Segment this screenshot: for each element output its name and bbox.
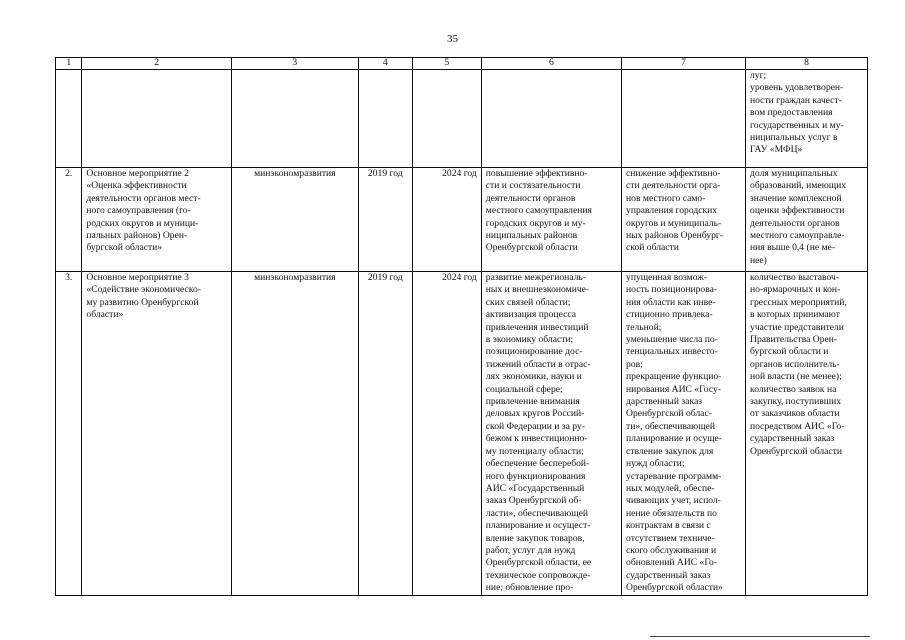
text-line: позиционирование дос- bbox=[485, 346, 583, 358]
text-line: нение обязательств по bbox=[626, 507, 717, 519]
column-number: 8 bbox=[746, 58, 868, 70]
text-line: ного функционирования bbox=[485, 470, 586, 482]
text-line: привлечение внимания bbox=[485, 396, 580, 408]
column-number: 4 bbox=[358, 58, 412, 70]
text-line: родских округов и муници- bbox=[86, 217, 199, 229]
text-line: «Оценка эффективности bbox=[86, 180, 187, 192]
text-line: ласти», обеспечивающей bbox=[485, 507, 589, 519]
text-line: вом предоставления bbox=[750, 107, 833, 119]
text-line: повышение эффективно- bbox=[485, 168, 588, 179]
activities-table bbox=[55, 57, 868, 596]
indicators-cell bbox=[746, 272, 868, 596]
text-line: доля муниципальных bbox=[750, 168, 838, 179]
text-line: посредством АИС «Го- bbox=[750, 420, 845, 432]
text-line: уменьшение числа по- bbox=[626, 334, 718, 346]
text-line: вление закупок товаров, bbox=[485, 532, 585, 544]
text-line: упущенная возмож- bbox=[626, 272, 708, 283]
text-line: городских округов и му- bbox=[485, 217, 586, 229]
text-line: «Содействие экономическо- bbox=[86, 284, 201, 296]
text-line: обновлений АИС «Го- bbox=[626, 557, 718, 569]
text-line: нирования АИС «Госу- bbox=[626, 383, 721, 395]
text-line: участие представители bbox=[750, 321, 844, 333]
text-line: пальных районов) Орен- bbox=[86, 230, 188, 242]
text-line: Основное мероприятие 2 bbox=[86, 168, 189, 179]
text-line: привлечения инвестиций bbox=[485, 321, 589, 333]
text-line: сти и состязательности bbox=[485, 180, 581, 192]
column-number-header bbox=[56, 58, 868, 70]
text-line: ГАУ «МФЦ» bbox=[750, 144, 803, 156]
expected-result-cell bbox=[481, 168, 621, 272]
activity-name-cell bbox=[82, 272, 231, 596]
page-number: 35 bbox=[447, 33, 458, 45]
text-line: Оренбургской области bbox=[750, 445, 843, 457]
text-line: стиционно привлека- bbox=[626, 309, 713, 321]
text-line: ского обслуживания и bbox=[626, 544, 717, 556]
text-line: ров; bbox=[626, 358, 643, 370]
text-line: ние; обновление про- bbox=[485, 582, 574, 594]
text-line: местного самоуправления bbox=[485, 205, 592, 217]
text-line: ской области bbox=[626, 242, 679, 254]
text-line: деловых кругов Россий- bbox=[485, 408, 585, 420]
text-line: снижение эффективно- bbox=[626, 168, 721, 179]
text-line: АИС «Государственный bbox=[485, 482, 585, 494]
text-line: Оренбургской области bbox=[485, 242, 578, 254]
text-line: в экономику области; bbox=[485, 334, 574, 346]
text-line: значение комплексной bbox=[750, 192, 842, 204]
text-line: развитие межрегиональ- bbox=[485, 272, 587, 283]
text-line: ния выше 0,4 (не ме- bbox=[750, 242, 836, 254]
text-line: ных модулей, обеспе- bbox=[626, 482, 715, 494]
text-line: заказ Оренбургской об- bbox=[485, 495, 582, 507]
text-line: ния области как инве- bbox=[626, 296, 716, 308]
text-line: государственных и му- bbox=[750, 119, 844, 131]
text-line: от заказчиков области bbox=[750, 408, 840, 420]
text-line: ность позиционирова- bbox=[626, 284, 718, 296]
executor-cell: минэкономразвития bbox=[231, 168, 358, 272]
text-line: Оренбургской облас- bbox=[626, 408, 712, 420]
text-line: но-ярмарочных и кон- bbox=[750, 284, 841, 296]
column-number: 1 bbox=[56, 58, 82, 70]
text-line: сударственный заказ bbox=[626, 569, 711, 581]
text-line: тижений области в отрас- bbox=[485, 358, 591, 370]
text-line: техническое сопровожде- bbox=[485, 569, 591, 581]
bottom-rule bbox=[650, 636, 870, 637]
text-line: количество выставоч- bbox=[750, 272, 840, 283]
text-line: му развитию Оренбургской bbox=[86, 296, 199, 308]
text-line: ниципальных услуг в bbox=[750, 132, 838, 144]
text-line: дарственный заказ bbox=[626, 396, 703, 408]
text-line: ных районов Оренбург- bbox=[626, 230, 724, 242]
text-line: ной власти (не менее); bbox=[750, 371, 842, 383]
text-line: ниципальных районов bbox=[485, 230, 578, 242]
consequences-cell bbox=[622, 168, 746, 272]
text-line: работ, услуг для нужд bbox=[485, 544, 576, 556]
text-line: луг; bbox=[750, 70, 767, 81]
text-line: му потенциалу области; bbox=[485, 445, 584, 457]
text-line: обеспечение бесперебой- bbox=[485, 458, 590, 470]
text-line: прекращение функцио- bbox=[626, 371, 722, 383]
text-line: бежом к инвестиционно- bbox=[485, 433, 588, 445]
text-line: нее) bbox=[750, 254, 767, 266]
text-line: Правительства Орен- bbox=[750, 334, 838, 346]
text-line: закупку, поступивших bbox=[750, 396, 842, 408]
text-line: сударственный заказ bbox=[750, 433, 835, 445]
text-line: органов исполнитель- bbox=[750, 358, 840, 370]
text-line: социальной сфере; bbox=[485, 383, 563, 395]
start-year-cell: 2019 год bbox=[358, 168, 412, 272]
text-line: бургской области» bbox=[86, 242, 163, 254]
text-line: активизация процесса bbox=[485, 309, 576, 321]
text-line: количество заявок на bbox=[750, 383, 837, 395]
consequences-cell bbox=[622, 272, 746, 596]
text-line: в которых принимают bbox=[750, 309, 840, 321]
text-line: тельной; bbox=[626, 321, 662, 333]
text-line: ской Федерации и за ру- bbox=[485, 420, 585, 432]
text-line: Оренбургской области, ее bbox=[485, 557, 592, 569]
text-line: Оренбургской области» bbox=[626, 582, 723, 594]
text-line: отсутствием техниче- bbox=[626, 532, 715, 544]
end-year-cell: 2024 год bbox=[412, 272, 481, 596]
text-line: области» bbox=[86, 309, 124, 321]
text-line: грессных мероприятий, bbox=[750, 296, 847, 308]
activity-name-cell bbox=[82, 168, 231, 272]
end-year-cell: 2024 год bbox=[412, 168, 481, 272]
text-line: нов местного само- bbox=[626, 192, 706, 204]
text-line: деятельности органов bbox=[750, 217, 840, 229]
text-line: планирование и осуще- bbox=[626, 433, 722, 445]
column-number: 3 bbox=[231, 58, 358, 70]
text-line: ных и внешнеэкономиче- bbox=[485, 284, 590, 296]
indicators-cell bbox=[746, 70, 868, 168]
text-line: лях экономики, науки и bbox=[485, 371, 582, 383]
text-line: нужд области; bbox=[626, 458, 685, 470]
row-number: 2. bbox=[56, 168, 82, 272]
text-line: ности граждан качест- bbox=[750, 94, 842, 106]
text-line: деятельности органов bbox=[485, 192, 576, 204]
indicators-cell bbox=[746, 168, 868, 272]
text-line: ти», обеспечивающей bbox=[626, 420, 715, 432]
text-line: бургской области и bbox=[750, 346, 829, 358]
text-line: чивающих учет, испол- bbox=[626, 495, 721, 507]
text-line: планирование и осущест- bbox=[485, 520, 591, 532]
text-line: оценки эффективности bbox=[750, 205, 845, 217]
table-row bbox=[56, 272, 868, 596]
text-line: управления городских bbox=[626, 205, 718, 217]
text-line: контрактам в связи с bbox=[626, 520, 711, 532]
text-line: образований, имеющих bbox=[750, 180, 847, 192]
column-number: 6 bbox=[481, 58, 621, 70]
executor-cell: минэкономразвития bbox=[231, 272, 358, 596]
text-line: устаревание программ- bbox=[626, 470, 722, 482]
text-line: деятельности органов мест- bbox=[86, 192, 201, 204]
expected-result-cell bbox=[481, 272, 621, 596]
start-year-cell: 2019 год bbox=[358, 272, 412, 596]
text-line: ного самоуправления (го- bbox=[86, 205, 191, 217]
text-line: сти деятельности орга- bbox=[626, 180, 721, 192]
row-number: 3. bbox=[56, 272, 82, 596]
text-line: местного самоуправле- bbox=[750, 230, 845, 242]
text-line: тенциальных инвесто- bbox=[626, 346, 718, 358]
table-row bbox=[56, 168, 868, 272]
text-line: ствление закупок для bbox=[626, 445, 714, 457]
text-line: ских связей области; bbox=[485, 296, 571, 308]
continuation-row bbox=[56, 70, 868, 168]
column-number: 5 bbox=[412, 58, 481, 70]
text-line: Основное мероприятие 3 bbox=[86, 272, 189, 283]
text-line: округов и муниципаль- bbox=[626, 217, 722, 229]
column-number: 2 bbox=[82, 58, 231, 70]
text-line: уровень удовлетворен- bbox=[750, 82, 844, 94]
column-number: 7 bbox=[622, 58, 746, 70]
